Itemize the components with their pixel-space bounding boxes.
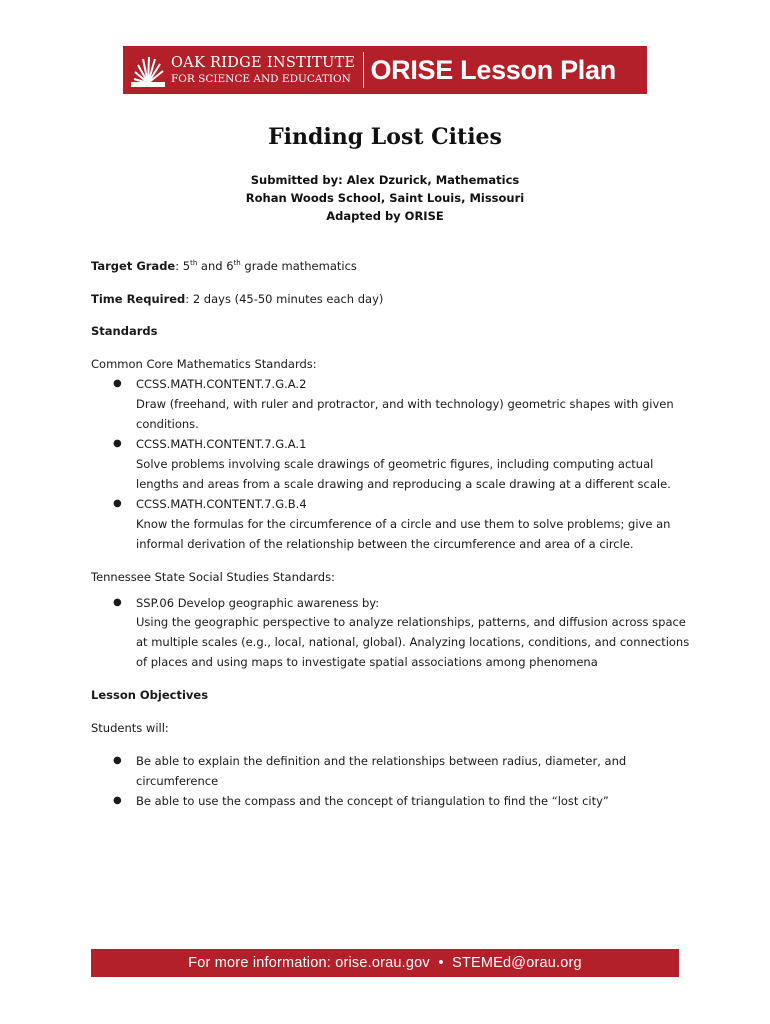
tn-item-code: SSP.06 Develop geographic awareness by: (136, 596, 380, 610)
org-name-line2: FOR SCIENCE AND EDUCATION (171, 72, 351, 85)
objectives-heading (91, 688, 208, 702)
tennessee-heading: Tennessee State Social Studies Standards: (91, 570, 335, 584)
grade-suffix: grade mathematics (240, 259, 357, 273)
time-required (91, 292, 383, 306)
target-grade-label: Target Grade (91, 259, 176, 273)
tn-item-line1: Using the geographic perspective to analyze relationships, patterns, and diffusion across space (136, 615, 686, 629)
cc-item-1-line1: Draw (freehand, with ruler and protractor, and with technology) geometric shapes with given (136, 397, 674, 411)
bullet-icon: ● (113, 498, 122, 509)
objective-2-line1: Be able to use the compass and the concept of triangulation to find the “lost city” (136, 794, 609, 808)
grade-and: and (197, 259, 227, 273)
standards-heading-text: Standards (91, 324, 158, 338)
cc-item-3-code: CCSS.MATH.CONTENT.7.G.B.4 (136, 497, 307, 511)
tn-item-line3: of places and using maps to investigate spatial associations among phenomena (136, 655, 598, 669)
header-divider (363, 52, 364, 88)
footer-text: For more information: orise.orau.gov • STEMEd@orau.org (188, 955, 582, 971)
bullet-icon: ● (113, 378, 122, 389)
grade-1: 5 (182, 259, 191, 273)
document-title: Finding Lost Cities (268, 124, 502, 150)
school: Rohan Woods School, Saint Louis, Missouri (245, 191, 525, 205)
tn-item-line2: at multiple scales (e.g., local, national, global). Analyzing locations, conditions, and connections (136, 635, 690, 649)
cc-item-2-line1: Solve problems involving scale drawings of geometric figures, including computing actual (136, 457, 654, 471)
cc-item-1-line2: conditions. (136, 417, 199, 431)
bullet-icon: ● (113, 438, 122, 449)
bullet-icon: ● (113, 755, 122, 766)
cc-item-2-code: CCSS.MATH.CONTENT.7.G.A.1 (136, 437, 307, 451)
target-grade: Target Grade: 5th and 6th grade mathematics (91, 259, 357, 273)
cc-item-3-line1: Know the formulas for the circumference of a circle and use them to solve problems; give an (136, 517, 671, 531)
lesson-plan-title: ORISE Lesson Plan (370, 54, 616, 85)
cc-item-3-line2: informal derivation of the relationship between the circumference and area of a circle. (136, 537, 634, 551)
time-required-value: : 2 days (45-50 minutes each day) (185, 292, 384, 306)
objective-1-line1: Be able to explain the definition and the relationships between radius, diameter, and (136, 754, 627, 768)
grade-2: 6 (226, 259, 234, 273)
org-name-line1: OAK RIDGE INSTITUTE (171, 55, 356, 71)
time-required-label: Time Required (91, 292, 186, 306)
grade-2-sup: th (233, 259, 241, 268)
adapted-by: Adapted by ORISE (326, 209, 444, 223)
objectives-heading-text: Lesson Objectives (91, 688, 209, 702)
footer-banner (91, 949, 679, 977)
submitted-by: Submitted by: Alex Dzurick, Mathematics (250, 173, 520, 187)
objectives-intro: Students will: (91, 721, 169, 735)
bullet-icon: ● (113, 795, 122, 806)
grade-1-sup: th (190, 259, 198, 268)
common-core-heading: Common Core Mathematics Standards: (91, 357, 317, 371)
sunburst-logo-icon (131, 53, 165, 87)
standards-heading (91, 324, 157, 338)
cc-item-1-code: CCSS.MATH.CONTENT.7.G.A.2 (136, 377, 307, 391)
objective-1-line2: circumference (136, 774, 219, 788)
bullet-icon: ● (113, 597, 122, 608)
header-banner (123, 46, 647, 94)
cc-item-2-line2: lengths and areas from a scale drawing and reproducing a scale drawing at a different scale. (136, 477, 671, 491)
org-name (171, 56, 355, 84)
